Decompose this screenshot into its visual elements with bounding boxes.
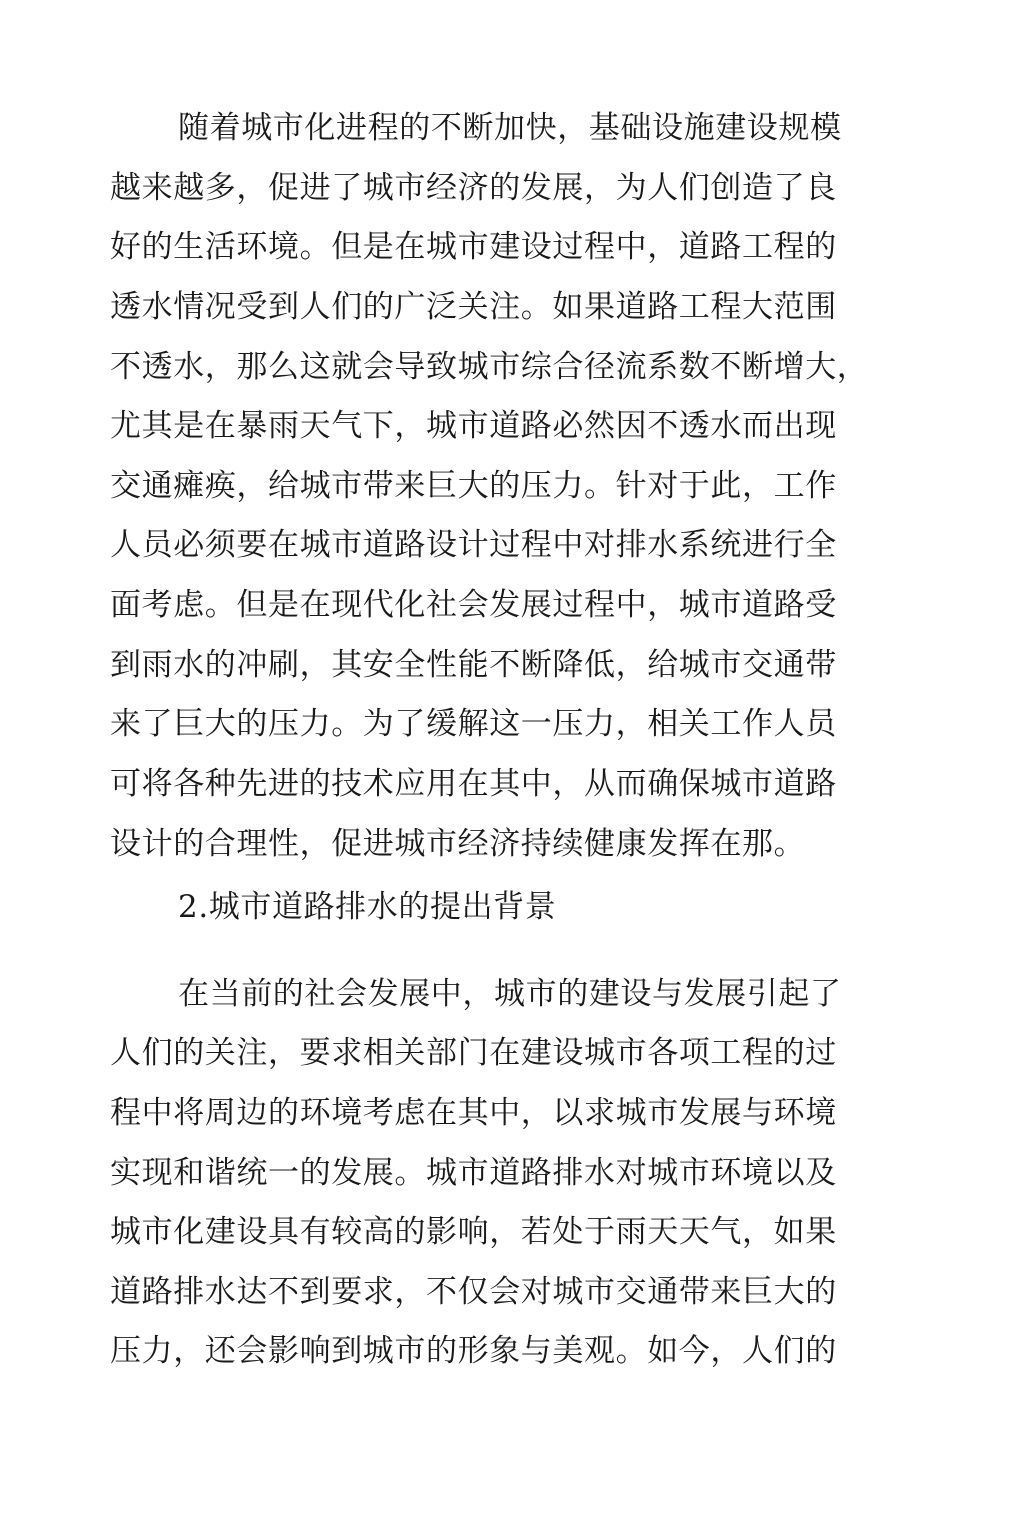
section-heading: 2.城市道路排水的提出背景	[178, 889, 557, 925]
text-line: 越来越多，促进了城市经济的发展，为人们创造了良	[110, 170, 837, 206]
text-line: 透水情况受到人们的广泛关注。如果道路工程大范围	[110, 289, 837, 325]
text-line: 面考虑。但是在现代化社会发展过程中，城市道路受	[110, 587, 837, 623]
text-line: 设计的合理性，促进城市经济持续健康发挥在那。	[110, 826, 806, 862]
text-line: 尤其是在暴雨天气下，城市道路必然因不透水而出现	[110, 408, 837, 444]
text-line: 不透水，那么这就会导致城市综合径流系数不断增大，	[110, 349, 869, 385]
text-line: 压力，还会影响到城市的形象与美观。如今，人们的	[110, 1333, 837, 1369]
text-line: 来了巨大的压力。为了缓解这一压力，相关工作人员	[110, 706, 837, 742]
text-line: 交通瘫痪，给城市带来巨大的压力。针对于此，工作	[110, 468, 837, 504]
text-line: 在当前的社会发展中，城市的建设与发展引起了	[178, 976, 842, 1012]
text-line: 人员必须要在城市道路设计过程中对排水系统进行全	[110, 527, 837, 563]
text-line: 好的生活环境。但是在城市建设过程中，道路工程的	[110, 229, 837, 265]
text-line: 到雨水的冲刷，其安全性能不断降低，给城市交通带	[110, 647, 837, 683]
text-line: 程中将周边的环境考虑在其中，以求城市发展与环境	[110, 1095, 837, 1131]
text-line: 可将各种先进的技术应用在其中，从而确保城市道路	[110, 766, 837, 802]
text-line: 实现和谐统一的发展。城市道路排水对城市环境以及	[110, 1155, 837, 1191]
text-line: 随着城市化进程的不断加快，基础设施建设规模	[178, 110, 842, 146]
text-line: 城市化建设具有较高的影响，若处于雨天天气，如果	[110, 1214, 837, 1250]
text-line: 道路排水达不到要求，不仅会对城市交通带来巨大的	[110, 1274, 837, 1310]
text-line: 人们的关注，要求相关部门在建设城市各项工程的过	[110, 1035, 837, 1071]
